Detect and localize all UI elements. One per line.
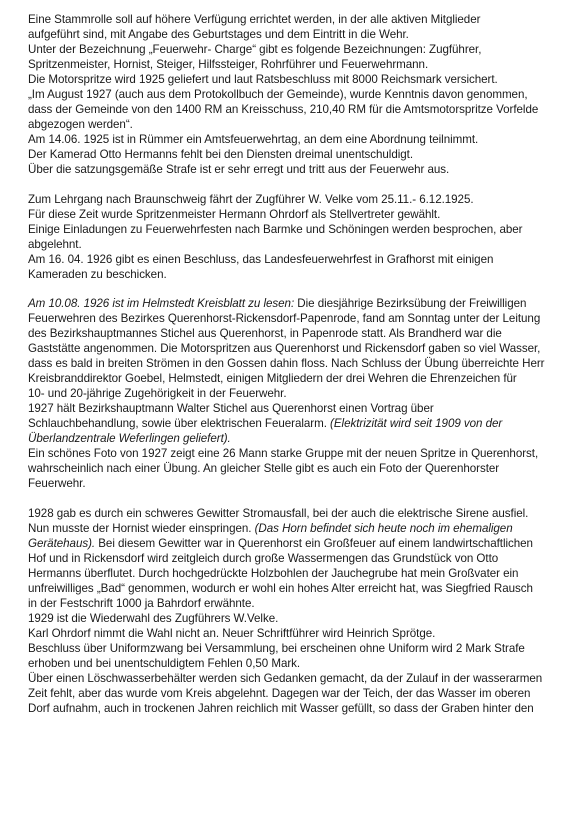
text-italic: (Das Horn befindet sich heute noch im ehemaligen — [251, 522, 513, 535]
text-line: Dorf aufnahm, auch in trockenen Jahren reichlich mit Wasser gefüllt, so dass der Graben hinter den — [28, 702, 534, 715]
text-line: wahrscheinlich nach einer Übung. An gleicher Stelle gibt es auch ein Foto der Querenhorster — [28, 462, 500, 475]
text-line — [28, 521, 513, 536]
text-normal: Schlauchbehandlung, sowie über elektrischen Feueralarm. — [28, 417, 327, 430]
text-normal: Nun musste der Hornist wieder einspringen. — [28, 522, 252, 535]
text-line: Feuerwehren des Bezirkes Querenhorst-Rickensdorf-Papenrode, fand am Sonntag unter der Leitung — [28, 312, 541, 325]
text-italic: (Elektrizität wird seit 1909 von der — [326, 417, 503, 430]
text-line: abgelehnt. — [28, 238, 82, 251]
text-line: erhoben und bei unentschuldigtem Fehlen 0,50 Mark. — [28, 657, 301, 670]
text-line: aufgeführt sind, mit Angabe des Geburtstages und dem Eintritt in die Wehr. — [28, 28, 409, 41]
text-line: Zeit fehlt, aber das wurde vom Kreis abgelehnt. Dagegen war der Teich, der das Wasser im oberen — [28, 687, 531, 700]
text-line: des Bezirkshauptmannes Stichel aus Querenhorst, in Papenrode statt. Als Brandherd war die — [28, 327, 502, 340]
text-line: Zum Lehrgang nach Braunschweig fährt der Zugführer W. Velke vom 25.11.- 6.12.1925. — [28, 193, 474, 206]
text-line: Beschluss über Uniformzwang bei Versammlung, bei erscheinen ohne Uniform wird 2 Mark Strafe — [28, 642, 525, 655]
text-line: Kameraden zu beschicken. — [28, 268, 167, 281]
text-line: Am 16. 04. 1926 gibt es einen Beschluss, das Landesfeuerwehrfest in Grafhorst mit einigen — [28, 253, 494, 266]
text-line — [28, 296, 526, 311]
text-line: abgezogen werden“. — [28, 118, 133, 131]
text-line: Für diese Zeit wurde Spritzenmeister Hermann Ohrdorf als Stellvertreter gewählt. — [28, 208, 441, 221]
text-line: Karl Ohrdorf nimmt die Wahl nicht an. Neuer Schriftführer wird Heinrich Sprötge. — [28, 627, 436, 640]
text-line-italic: Überlandzentrale Weferlingen geliefert). — [28, 432, 231, 445]
text-line: Ein schönes Foto von 1927 zeigt eine 26 Mann starke Gruppe mit der neuen Spritze in Querenhorst, — [28, 447, 539, 460]
text-line: 1928 gab es durch ein schweres Gewitter Stromausfall, bei der auch die elektrische Sirene ausfiel. — [28, 507, 529, 520]
lead-rest: Die diesjährige Bezirksübung der Freiwilligen — [294, 297, 527, 310]
text-line: dass es bald in breiten Strömen in den Gossen dahin floss. Nach Schluss der Übung überreichte Herr — [28, 357, 545, 370]
text-line: Unter der Bezeichnung „Feuerwehr- Charge“ gibt es folgende Bezeichnungen: Zugführer, — [28, 43, 482, 56]
text-line: in der Festschrift 1000 ja Bahrdorf erwähnte. — [28, 597, 255, 610]
italic-lead: Am 10.08. 1926 ist im Helmstedt Kreisblatt zu lesen: — [28, 297, 295, 310]
text-line: Eine Stammrolle soll auf höhere Verfügung errichtet werden, in der alle aktiven Mitglieder — [28, 13, 481, 26]
text-line: Der Kamerad Otto Hermanns fehlt bei den Diensten dreimal unentschuldigt. — [28, 148, 413, 161]
text-line: Am 14.06. 1925 ist in Rümmer ein Amtsfeuerwehrtag, an dem eine Abordnung teilnimmt. — [28, 133, 479, 146]
text-line: Spritzenmeister, Hornist, Steiger, Hilfssteiger, Rohrführer und Feuerwehrmann. — [28, 58, 429, 71]
text-line: Einige Einladungen zu Feuerwehrfesten nach Barmke und Schöningen werden besprochen, aber — [28, 223, 523, 236]
text-normal: Bei diesem Gewitter war in Querenhorst ein Großfeuer auf einem landwirtschaftlichen — [95, 537, 533, 550]
text-line: Über die satzungsgemäße Strafe ist er sehr erregt und tritt aus der Feuerwehr aus. — [28, 163, 450, 176]
text-line: Über einen Löschwasserbehälter werden sich Gedanken gemacht, da der Zulauf in der wasserarmen — [28, 672, 543, 685]
text-line: Hermanns überflutet. Durch hochgedrückte Holzbohlen der Jauchegrube hat mein Großvater ein — [28, 567, 519, 580]
text-line: Feuerwehr. — [28, 477, 86, 490]
text-line: „Im August 1927 (auch aus dem Protokollbuch der Gemeinde), wurde Kenntnis davon genommen, — [28, 88, 528, 101]
text-line: 1927 hält Bezirkshauptmann Walter Stichel aus Querenhorst einen Vortrag über — [28, 402, 434, 415]
text-line: Die Motorspritze wird 1925 geliefert und laut Ratsbeschluss mit 8000 Reichsmark versichert. — [28, 73, 498, 86]
text-line: Gaststätte angenommen. Die Motorspritzen aus Querenhorst und Rickensdorf gaben so viel Wasser, — [28, 342, 541, 355]
text-line: Hof und in Rickensdorf wird zeitgleich durch große Wassermengen das Grundstück von Otto — [28, 552, 499, 565]
text-line: dass der Gemeinde von den 1400 RM an Kreisschuss, 210,40 RM für die Amtsmotorspritze Vorfelde — [28, 103, 539, 116]
text-line: Kreisbranddirektor Goebel, Helmstedt, einigen Mitgliedern der drei Wehren die Ehrenzeichen für — [28, 372, 517, 385]
text-italic: Gerätehaus). — [28, 537, 96, 550]
text-line: 10- und 20-jährige Zugehörigkeit in der Feuerwehr. — [28, 387, 287, 400]
text-line — [28, 536, 533, 551]
text-line — [28, 416, 502, 431]
text-line: 1929 ist die Wiederwahl des Zugführers W.Velke. — [28, 612, 279, 625]
text-line: unfreiwilliges „Bad“ genommen, wodurch er wohl ein hohes Alter erreicht hat, was Siegfried Rausch — [28, 582, 533, 595]
